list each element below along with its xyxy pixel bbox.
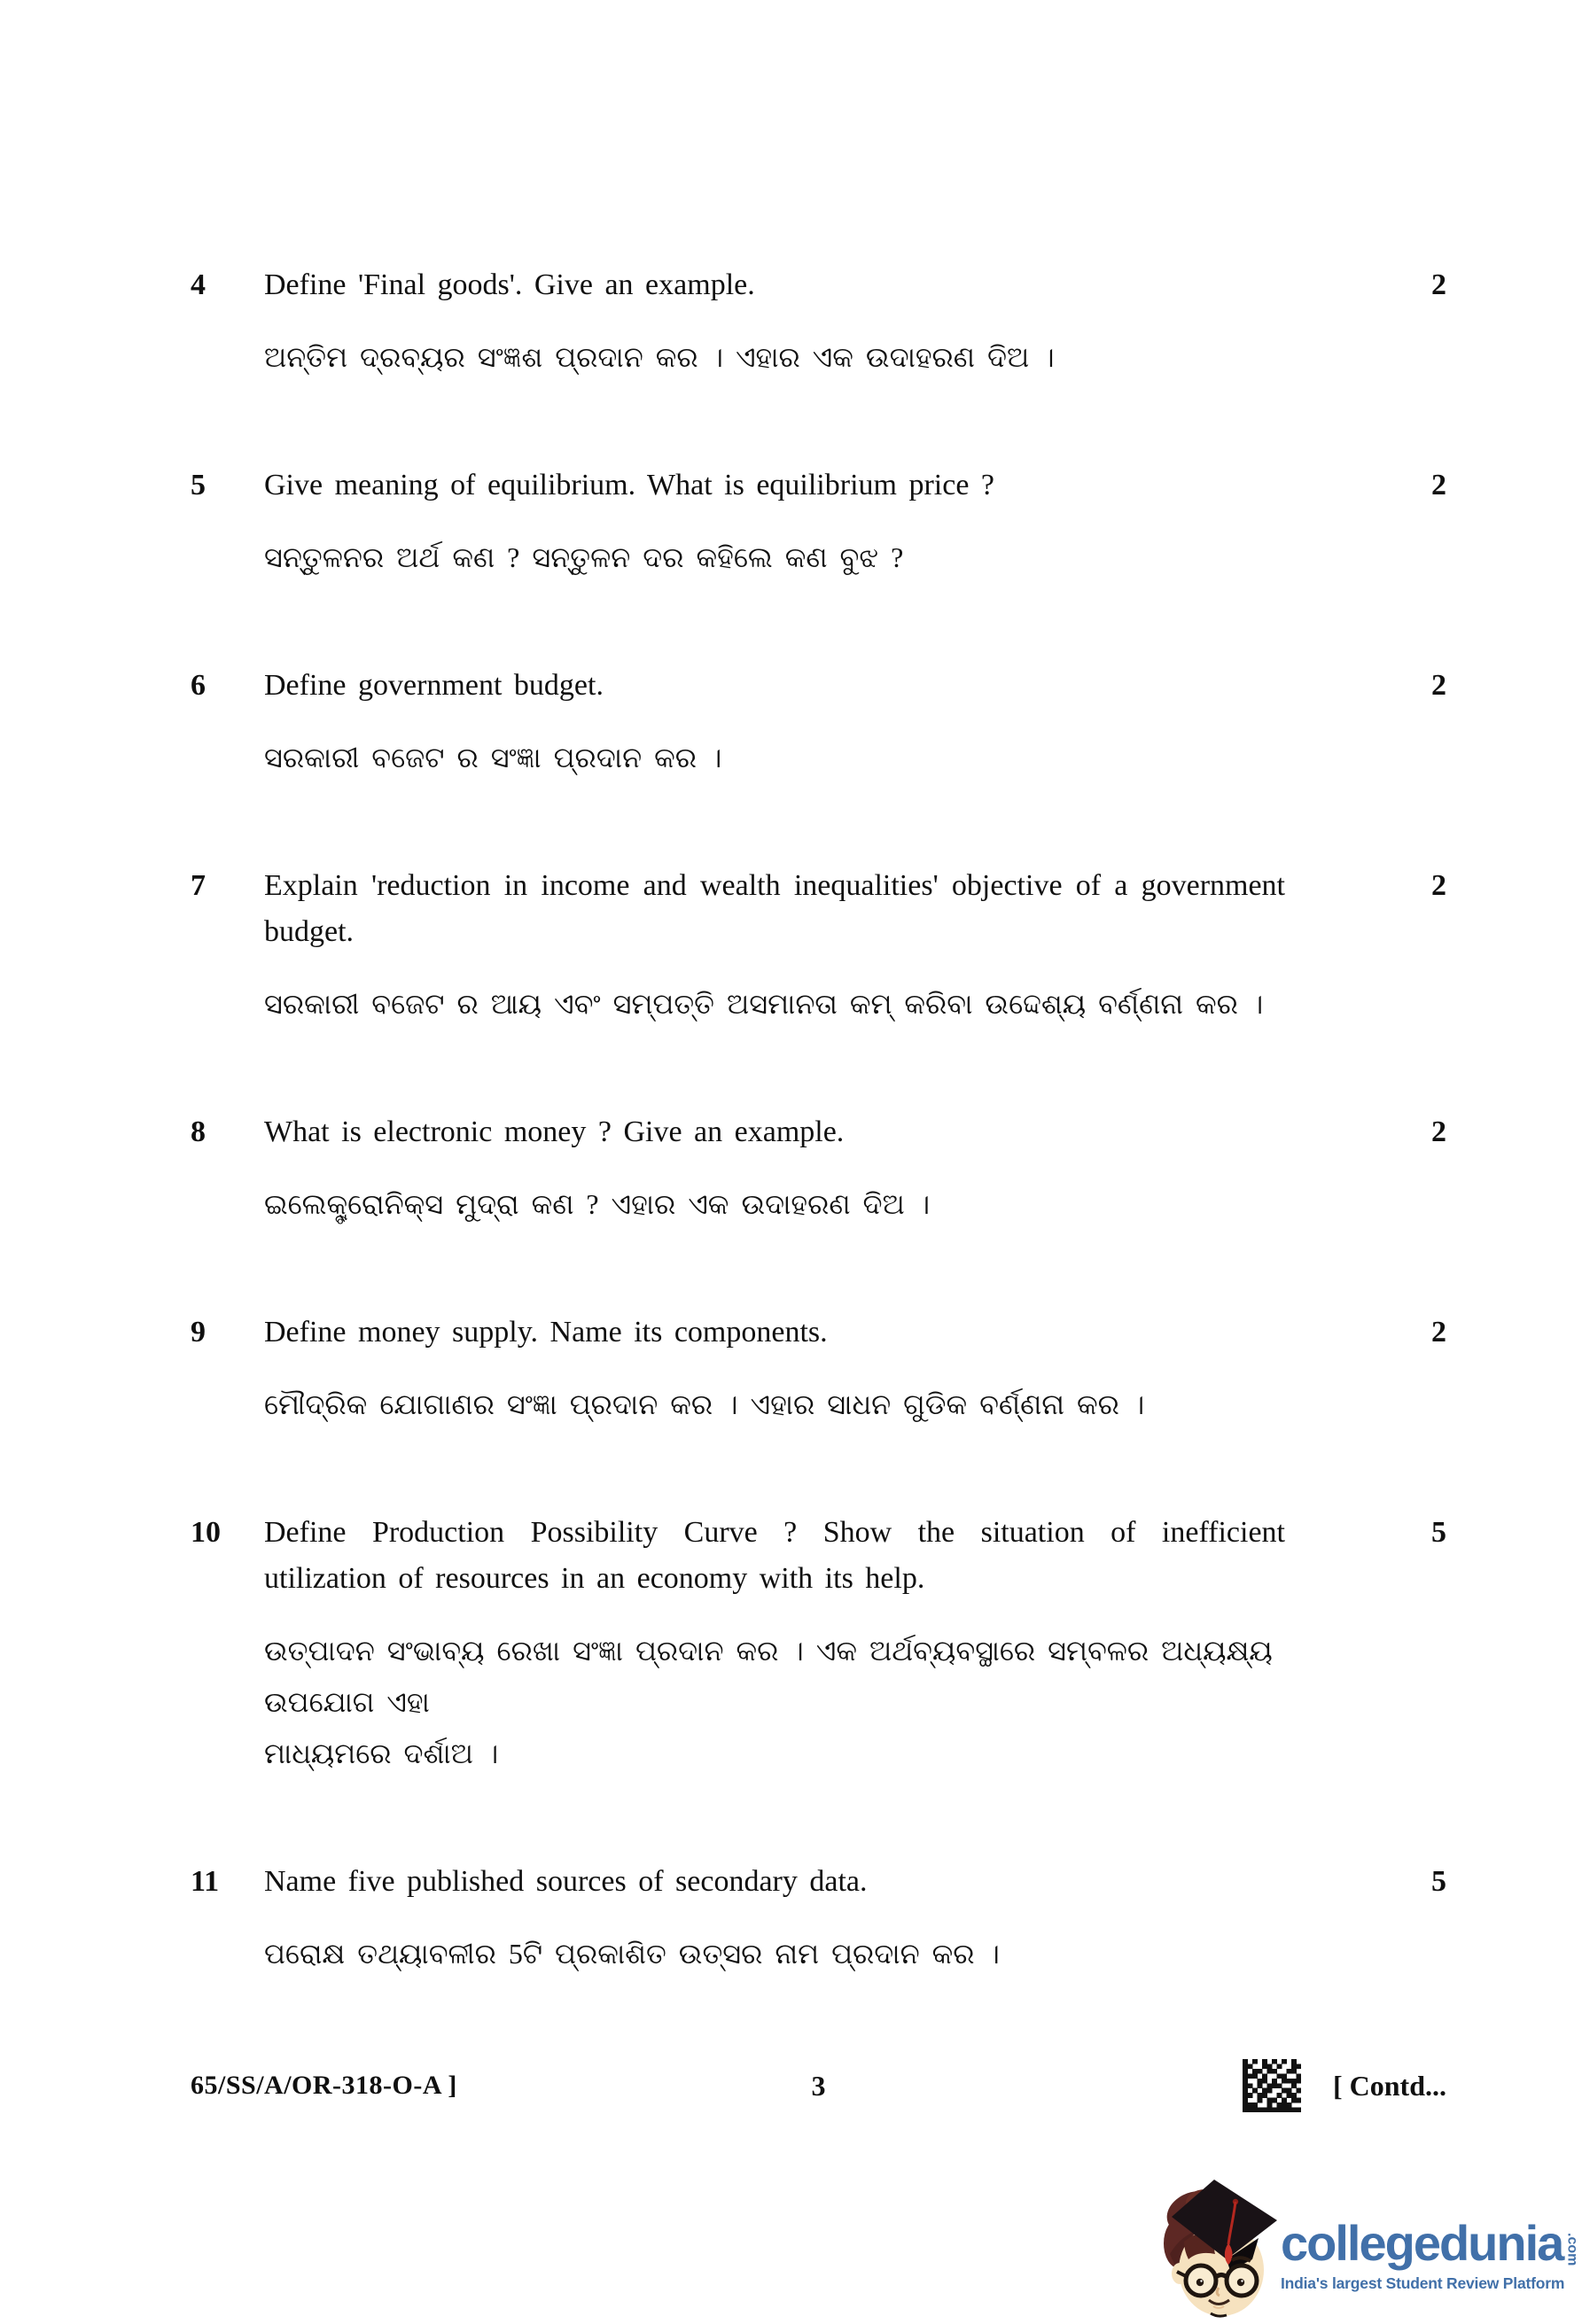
question-text-odia: ଉତ୍ପାଦନ ସଂଭାବ୍ୟ ରେଖା ସଂଜ୍ଞା ପ୍ରଦାନ କର । ଏକ ଅର୍ଥବ୍ୟବସ୍ଥାରେ ସମ୍ବଳର ଅଧ୍ୟକ୍ଷ୍ୟ ଉପଯୋଗ ଏହା <box>264 1635 1273 1718</box>
question-text-english: Define government budget. <box>264 669 604 702</box>
question-row-10 <box>191 1510 1446 1779</box>
question-text-odia: ସରକାରୀ ବଜେଟ ର ସଂଜ୍ଞା ପ୍ରଦାନ କର । <box>264 742 722 773</box>
collegedunia-watermark <box>1159 2178 1582 2324</box>
collegedunia-tagline: India's largest Student Review Platform <box>1281 2274 1565 2292</box>
question-text-odia: ସରକାରୀ ବଜେଟ ର ଆୟ ଏବଂ ସମ୍ପତ୍ତି ଅସମାନତା କମ୍ କରିବା ଉଦ୍ଦେଶ୍ୟ ବର୍ଣ୍ଣନା କର । <box>264 988 1264 1020</box>
question-text-odia-line2: ମାଧ୍ୟମରେ ଦର୍ଶାଅ । <box>264 1737 499 1769</box>
question-number: 9 <box>191 1316 206 1349</box>
question-text-english: Name five published sources of secondary data. <box>264 1865 868 1898</box>
question-text-english: Explain 'reduction in income and wealth inequalities' objective of a government budget. <box>264 869 1285 948</box>
question-text-english: Define 'Final goods'. Give an example. <box>264 268 755 301</box>
page-number: 3 <box>811 2069 826 2102</box>
question-text-odia: ପରୋକ୍ଷ ତଥ୍ୟାବଳୀର 5ଟି ପ୍ରକାଶିତ ଉତ୍ସର ନାମ ପ୍ରଦାନ କର । <box>264 1938 1000 1970</box>
question-text-english: Define Production Possibility Curve ? Show the situation of inefficient utilization of resources in an economy with its help. <box>264 1516 1285 1595</box>
question-number: 4 <box>191 268 206 301</box>
question-marks: 5 <box>1431 1516 1446 1549</box>
page-footer <box>191 2059 1446 2112</box>
question-row-8 <box>191 1109 1446 1230</box>
question-text-odia: ମୌଦ୍ରିକ ଯୋଗାଣର ସଂଜ୍ଞା ପ୍ରଦାନ କର । ଏହାର ସାଧନ ଗୁଡିକ ବର୍ଣ୍ଣନା କର । <box>264 1388 1145 1420</box>
question-marks: 5 <box>1431 1865 1446 1898</box>
question-number: 8 <box>191 1115 206 1148</box>
question-row-4 <box>191 262 1446 383</box>
question-text-odia: ଅନ୍ତିମ ଦ୍ରବ୍ୟର ସଂଜ୍ଞଶ ପ୍ରଦାନ କର । ଏହାର ଏକ ଉଦାହରଣ ଦିଅ । <box>264 341 1055 373</box>
question-number: 10 <box>191 1516 221 1549</box>
datamatrix-barcode-icon <box>1243 2059 1301 2112</box>
question-row-5 <box>191 462 1446 583</box>
question-row-11 <box>191 1859 1446 1979</box>
question-marks: 2 <box>1431 669 1446 702</box>
question-row-7 <box>191 863 1446 1030</box>
contd-label: [ Contd... <box>1332 2069 1446 2102</box>
collegedunia-mascot-icon <box>1159 2178 1279 2318</box>
question-number: 5 <box>191 469 206 501</box>
collegedunia-brand-suffix: .com <box>1564 2233 1580 2266</box>
question-text-odia: ଇଲେକ୍ଟ୍ରୋନିକ୍ସ ମୁଦ୍ରା କଣ ? ଏହାର ଏକ ଉଦାହରଣ ଦିଅ । <box>264 1188 931 1220</box>
collegedunia-brand-text: collegedunia <box>1281 2215 1563 2271</box>
question-number: 7 <box>191 869 206 902</box>
question-marks: 2 <box>1431 1316 1446 1349</box>
question-row-9 <box>191 1310 1446 1430</box>
question-marks: 2 <box>1431 1115 1446 1148</box>
paper-code: 65/SS/A/OR-318-O-A ] <box>191 2071 457 2100</box>
questions-list <box>191 262 1446 2112</box>
question-number: 11 <box>191 1865 220 1898</box>
question-text-english: What is electronic money ? Give an example. <box>264 1115 845 1148</box>
question-marks: 2 <box>1431 869 1446 902</box>
question-text-english: Give meaning of equilibrium. What is equilibrium price ? <box>264 469 995 501</box>
question-marks: 2 <box>1431 469 1446 501</box>
question-text-english: Define money supply. Name its components. <box>264 1316 828 1349</box>
question-number: 6 <box>191 669 206 702</box>
question-marks: 2 <box>1431 268 1446 301</box>
question-row-6 <box>191 663 1446 783</box>
question-text-odia: ସନ୍ତୁଳନର ଅର୍ଥ କଣ ? ସନ୍ତୁଳନ ଦର କହିଲେ କଣ ବୁଝ ? <box>264 541 904 573</box>
